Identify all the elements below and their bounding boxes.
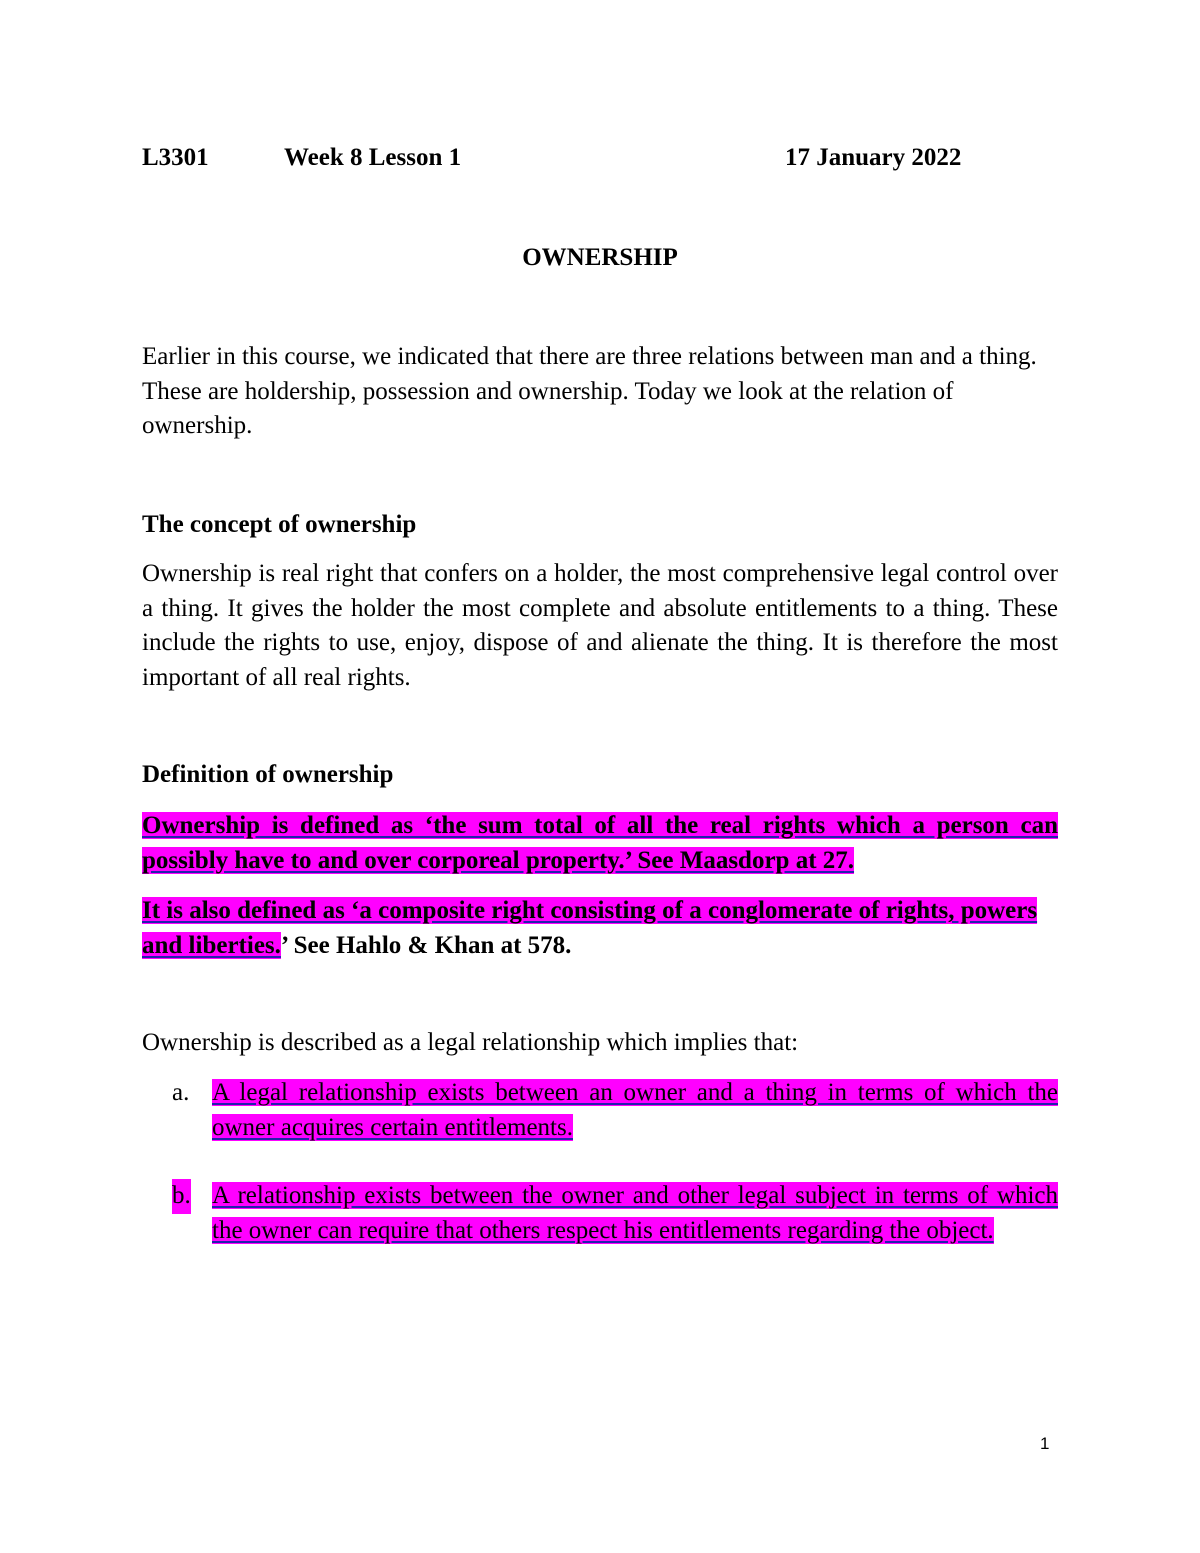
page-title: OWNERSHIP [522,244,678,271]
list-item-text [212,1076,1058,1145]
lesson-date: 17 January 2022 [785,144,962,171]
page-number: 1 [1040,1434,1050,1453]
highlighted-item-b: A relationship exists between the owner and other legal subject in terms of which the owner can require that others respect his entitlements regarding the object. [212,1182,1058,1244]
course-code: L3301 [142,144,209,171]
list-marker: b. [172,1179,191,1214]
document-header [142,140,1062,180]
intro-paragraph: Earlier in this course, we indicated that there are three relations between man and a thing. These are holdership, possession and ownership. Today we look at the relation of ownership. [142,343,1037,439]
definition-citation: ’ See Hahlo & Khan at 578. [280,931,572,959]
concept-heading: The concept of ownership [142,511,417,538]
list-item-text [212,1179,1058,1248]
definition-paragraph-1 [142,809,1058,878]
concept-paragraph: Ownership is real right that confers on a holder, the most comprehensive legal control over a thing. It gives the holder the most complete and absolute entitlements to a thing. These include the rights to use, enjoy, dispose of and alienate the thing. It is therefore the most important of all real rights. [142,560,1058,691]
definition-heading: Definition of ownership [142,761,394,788]
week-lesson: Week 8 Lesson 1 [284,144,462,171]
list-marker: a. [172,1079,190,1106]
highlighted-item-a: A legal relationship exists between an owner and a thing in terms of which the owner acquires certain entitlements. [212,1079,1058,1141]
highlighted-definition-1: Ownership is defined as ‘the sum total of all the real rights which a person can possibly have to and over corporeal property.’ See Maasdorp at 27. [142,812,1058,874]
description-intro: Ownership is described as a legal relationship which implies that: [142,1029,799,1056]
definition-paragraph-2 [142,894,1058,963]
highlighted-definition-2: It is also defined as ‘a composite right consisting of a conglomerate of rights, powers and liberties. [142,897,1038,959]
